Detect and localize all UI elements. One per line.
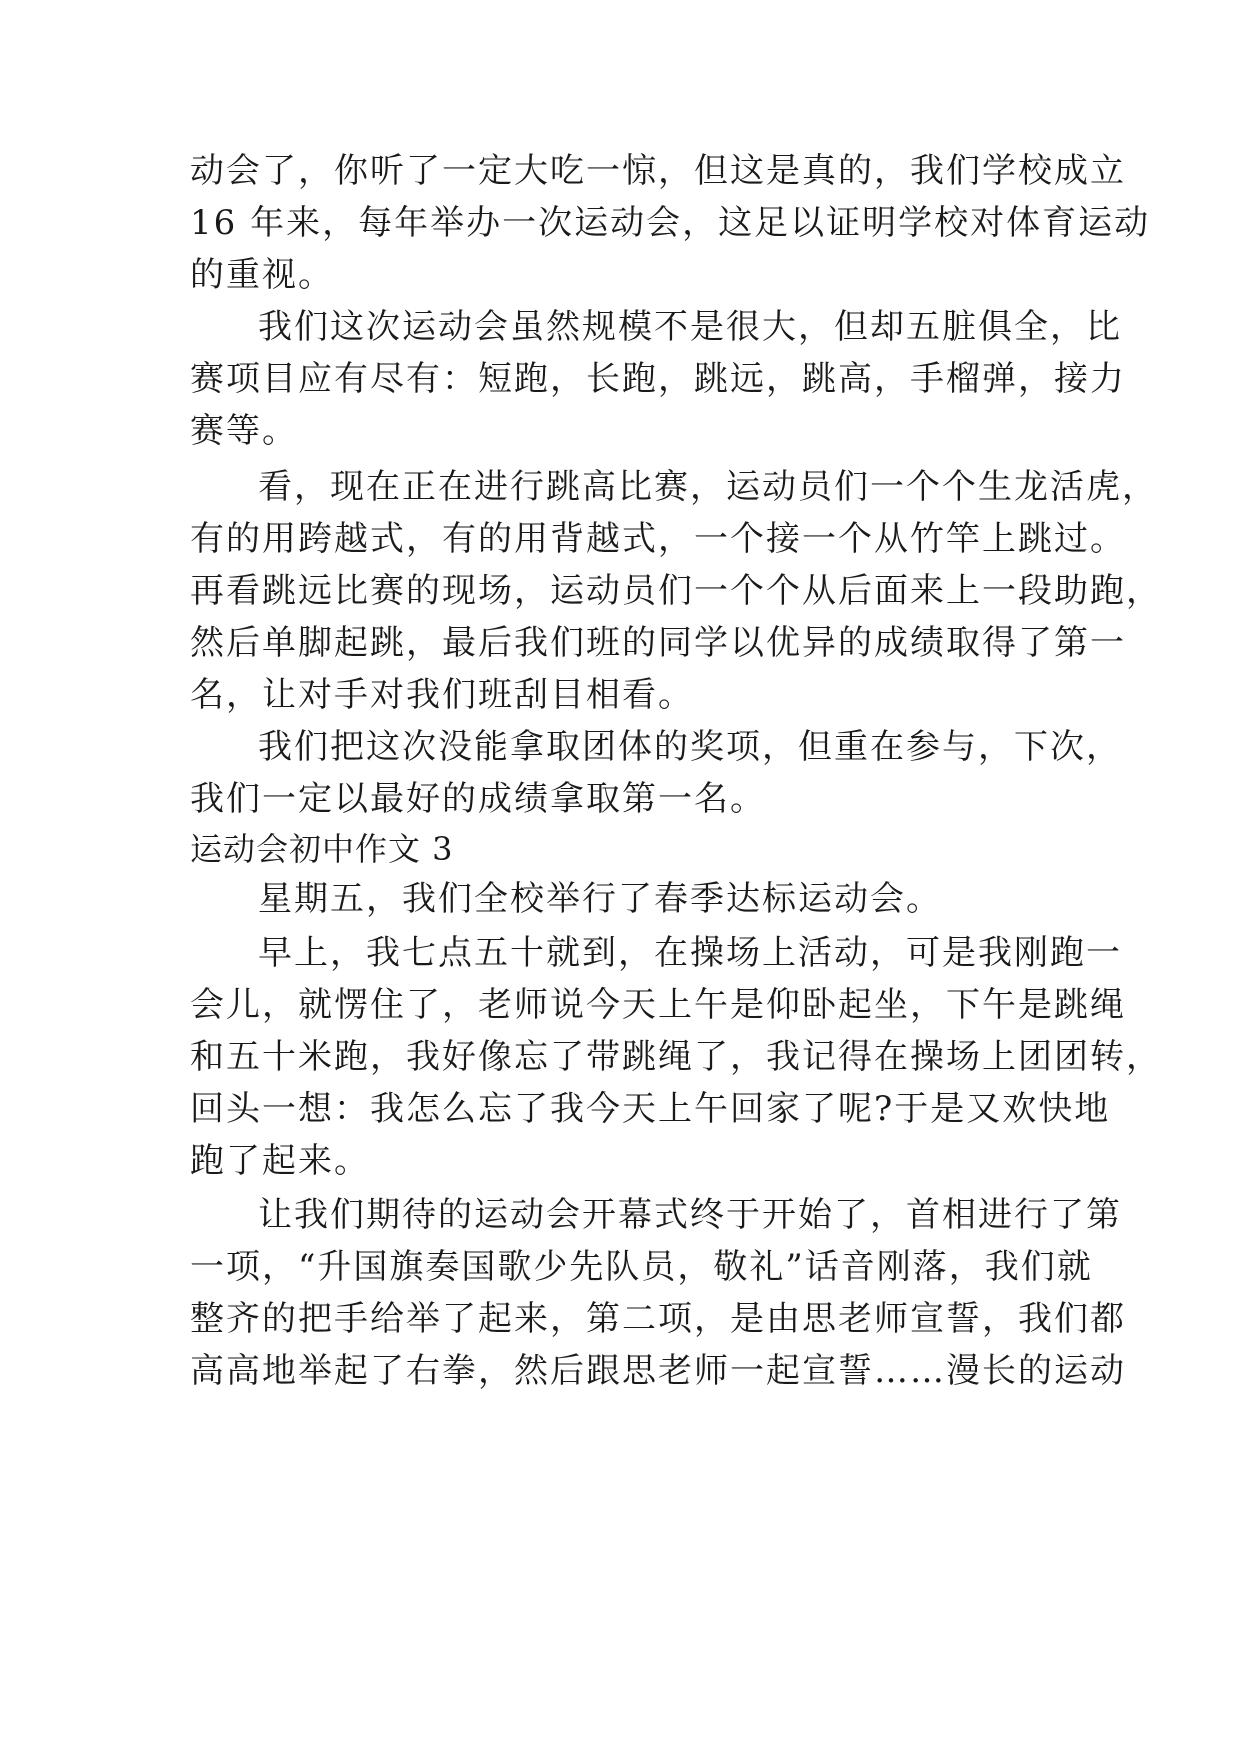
paragraph-line: 整齐的把手给举了起来，第二项，是由思老师宣誓，我们都 [190, 1299, 1126, 1339]
paragraph-line: 16 年来，每年举办一次运动会，这足以证明学校对体育运动 [190, 203, 1151, 243]
paragraph-line: 星期五，我们全校举行了春季达标运动会。 [258, 879, 942, 919]
paragraph-line: 我们一定以最好的成绩拿取第一名。 [190, 779, 766, 819]
paragraph-line: 动会了，你听了一定大吃一惊，但这是真的，我们学校成立 [190, 151, 1126, 191]
paragraph-line: 有的用跨越式，有的用背越式，一个接一个从竹竿上跳过。 [190, 519, 1126, 559]
paragraph-line: 跑了起来。 [190, 1141, 370, 1181]
paragraph-line: 赛等。 [190, 411, 298, 451]
section-heading: 运动会初中作文 3 [190, 830, 454, 868]
paragraph-line: 然后单脚起跳，最后我们班的同学以优异的成绩取得了第一 [190, 623, 1126, 663]
paragraph-line: 我们把这次没能拿取团体的奖项，但重在参与，下次， [258, 727, 1122, 767]
paragraph-line: 回头一想：我怎么忘了我今天上午回家了呢?于是又欢快地 [190, 1089, 1111, 1129]
paragraph-line: 和五十米跑，我好像忘了带跳绳了，我记得在操场上团团转， [190, 1037, 1162, 1077]
paragraph-line: 赛项目应有尽有：短跑，长跑，跳远，跳高，手榴弹，接力 [190, 359, 1126, 399]
paragraph-line: 会儿，就愣住了，老师说今天上午是仰卧起坐，下午是跳绳 [190, 985, 1126, 1025]
paragraph-line: 再看跳远比赛的现场，运动员们一个个从后面来上一段助跑， [190, 571, 1162, 611]
paragraph-line: 的重视。 [190, 255, 334, 295]
paragraph-line: 名，让对手对我们班刮目相看。 [190, 675, 694, 715]
paragraph-line: 让我们期待的运动会开幕式终于开始了，首相进行了第 [258, 1195, 1122, 1235]
paragraph-line: 看，现在正在进行跳高比赛，运动员们一个个生龙活虎， [258, 467, 1158, 507]
paragraph-line: 高高地举起了右拳，然后跟思老师一起宣誓……漫长的运动 [190, 1351, 1126, 1391]
paragraph-line: 一项，“升国旗奏国歌少先队员，敬礼”话音刚落，我们就 [190, 1247, 1093, 1287]
paragraph-line: 我们这次运动会虽然规模不是很大，但却五脏俱全，比 [258, 307, 1122, 347]
paragraph-line: 早上，我七点五十就到，在操场上活动，可是我刚跑一 [258, 933, 1122, 973]
